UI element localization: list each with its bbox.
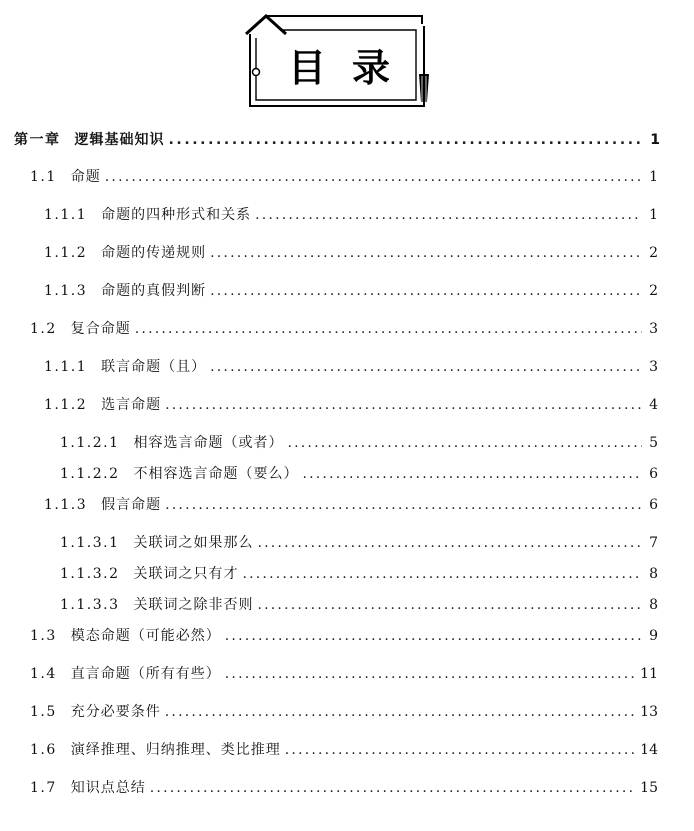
toc-entry[interactable] [60, 595, 658, 615]
toc-page-number: 5 [649, 435, 658, 451]
toc-entry[interactable] [60, 533, 658, 553]
toc-entry[interactable] [30, 664, 658, 684]
toc-entry[interactable] [44, 243, 658, 263]
toc-entry[interactable] [60, 464, 658, 484]
toc-leader-dots [225, 626, 642, 646]
toc-leader-dots [165, 495, 642, 515]
toc-leader-dots [150, 778, 634, 798]
toc-leader-dots [242, 564, 642, 584]
toc-leader-dots [302, 464, 642, 484]
toc-entry[interactable] [44, 395, 658, 415]
toc-page-number: 1 [649, 207, 658, 223]
toc-number: 1.1.3 [44, 283, 88, 299]
toc-page-number: 8 [649, 597, 658, 613]
toc-label: 直言命题（所有有些） [70, 666, 221, 682]
toc-page-number: 2 [649, 245, 658, 261]
toc-number: 1.5 [30, 704, 57, 720]
toc-label: 演绎推理、归纳推理、类比推理 [70, 742, 281, 758]
toc-page-number: 13 [640, 704, 658, 720]
toc-leader-dots [165, 395, 642, 415]
toc-label: 关联词之除非否则 [133, 597, 254, 613]
toc-number: 1.1.2.2 [60, 466, 120, 482]
toc-number: 1.1.2 [44, 245, 88, 261]
toc-label: 充分必要条件 [70, 704, 161, 720]
toc-page-number: 1 [650, 132, 660, 148]
toc-number: 1.6 [30, 742, 57, 758]
toc-page-number: 3 [649, 359, 658, 375]
toc-number: 1.1 [30, 169, 57, 185]
toc-number: 第一章 [14, 132, 61, 148]
toc-page-number: 11 [640, 666, 658, 682]
toc-number: 1.1.1 [44, 359, 88, 375]
toc-entry[interactable] [30, 626, 658, 646]
toc-label: 选言命题 [101, 397, 162, 413]
toc-number: 1.1.3.1 [60, 535, 120, 551]
toc-label: 不相容选言命题（要么） [133, 466, 299, 482]
toc-label: 模态命题（可能必然） [70, 628, 221, 644]
toc-number: 1.7 [30, 780, 57, 796]
toc-label: 复合命题 [70, 321, 131, 337]
toc-number: 1.2 [30, 321, 57, 337]
toc-number: 1.1.3.3 [60, 597, 120, 613]
toc-number: 1.1.2 [44, 397, 88, 413]
toc-page-number: 9 [649, 628, 658, 644]
toc-entry[interactable] [60, 433, 658, 453]
toc-leader-dots [135, 319, 642, 339]
toc-label: 联言命题（且） [101, 359, 207, 375]
toc-number: 1.4 [30, 666, 57, 682]
toc-page-number: 6 [649, 497, 658, 513]
toc-number: 1.1.3.2 [60, 566, 120, 582]
toc-leader-dots [169, 130, 645, 150]
toc-chapter-entry[interactable] [14, 130, 660, 150]
toc-number: 1.1.1 [44, 207, 88, 223]
toc-label: 关联词之如果那么 [133, 535, 254, 551]
toc-page-number: 3 [649, 321, 658, 337]
toc-label: 关联词之只有才 [133, 566, 239, 582]
toc-entry[interactable] [44, 357, 658, 377]
toc-label: 逻辑基础知识 [74, 132, 165, 148]
toc-entry[interactable] [30, 702, 658, 722]
toc-page-number: 14 [640, 742, 658, 758]
toc-leader-dots [285, 740, 634, 760]
toc-entry[interactable] [30, 740, 658, 760]
toc-leader-dots [257, 533, 642, 553]
toc-leader-dots [210, 243, 642, 263]
toc-leader-dots [257, 595, 642, 615]
toc-page-number: 8 [649, 566, 658, 582]
toc-label: 命题的传递规则 [101, 245, 207, 261]
toc-number: 1.1.3 [44, 497, 88, 513]
toc-label: 知识点总结 [70, 780, 146, 796]
toc-label: 命题的四种形式和关系 [101, 207, 252, 223]
toc-leader-dots [255, 205, 642, 225]
toc-number: 1.3 [30, 628, 57, 644]
toc-entry[interactable] [30, 319, 658, 339]
toc-label: 命题 [70, 169, 101, 185]
toc-leader-dots [225, 664, 634, 684]
toc-entry[interactable] [44, 495, 658, 515]
toc-leader-dots [210, 357, 642, 377]
toc-label: 相容选言命题（或者） [133, 435, 284, 451]
toc-number: 1.1.2.1 [60, 435, 120, 451]
toc-label: 命题的真假判断 [101, 283, 207, 299]
toc-entry[interactable] [44, 205, 658, 225]
toc-leader-dots [287, 433, 642, 453]
toc-page-number: 7 [649, 535, 658, 551]
toc-entry[interactable] [30, 778, 658, 798]
toc-entry[interactable] [44, 281, 658, 301]
toc-entry[interactable] [30, 167, 658, 187]
toc-leader-dots [105, 167, 642, 187]
page-title: 目录 [287, 46, 416, 90]
toc-page-number: 4 [649, 397, 658, 413]
toc-page-number: 2 [649, 283, 658, 299]
toc-page-number: 6 [649, 466, 658, 482]
toc-page-number: 15 [640, 780, 658, 796]
toc-leader-dots [210, 281, 642, 301]
toc-page-number: 1 [649, 169, 658, 185]
toc-entry[interactable] [60, 564, 658, 584]
toc-leader-dots [165, 702, 634, 722]
toc-label: 假言命题 [101, 497, 162, 513]
